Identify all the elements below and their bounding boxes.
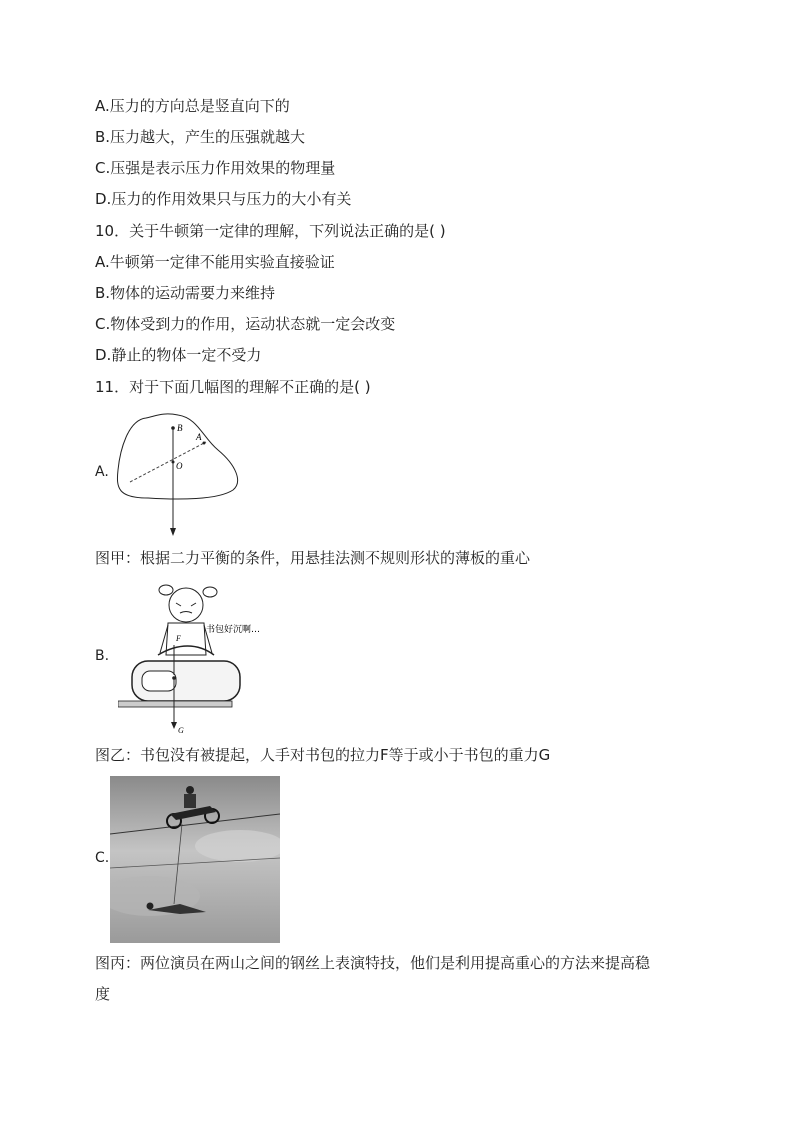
- q10-option-d: D.静止的物体一定不受力: [95, 346, 262, 364]
- q9-option-d: D.压力的作用效果只与压力的大小有关: [95, 190, 352, 208]
- bag-pocket: [142, 671, 176, 691]
- q10-stem: 10．关于牛顿第一定律的理解，下列说法正确的是( ): [95, 222, 446, 240]
- force-g-label: G: [178, 726, 184, 735]
- rider-head: [186, 786, 194, 794]
- q9-option-a: A.压力的方向总是竖直向下的: [95, 97, 290, 115]
- arrow-head-icon: [171, 722, 177, 729]
- ground: [118, 701, 232, 707]
- dashed-line: [130, 442, 206, 482]
- point-b-dot: [171, 426, 175, 430]
- q11-stem: 11．对于下面几幅图的理解不正确的是( ): [95, 378, 371, 396]
- hair-bun-left: [159, 585, 173, 595]
- q9-option-c: C.压强是表示压力作用效果的物理量: [95, 159, 336, 177]
- point-o-label: O: [176, 461, 183, 471]
- point-a-dot: [203, 442, 206, 445]
- q9-option-b: B.压力越大，产生的压强就越大: [95, 128, 306, 146]
- fig-b-caption: 图乙：书包没有被提起，人手对书包的拉力F等于或小于书包的重力G: [95, 746, 551, 764]
- q10-option-a: A.牛顿第一定律不能用实验直接验证: [95, 253, 335, 271]
- q10-option-b: B.物体的运动需要力来维持: [95, 284, 276, 302]
- rider: [184, 794, 196, 808]
- point-b-label: B: [177, 423, 183, 433]
- tightrope-photo: [110, 776, 280, 943]
- fig-c-caption-line2: 度: [95, 985, 111, 1003]
- fig-b-label: B.: [95, 648, 110, 664]
- thin-plate-figure: [108, 410, 248, 540]
- fig-a-caption: 图甲：根据二力平衡的条件，用悬挂法测不规则形状的薄板的重心: [95, 549, 531, 567]
- arrow-head-icon: [170, 528, 176, 536]
- schoolbag-figure: [118, 583, 288, 738]
- hair-bun-right: [203, 587, 217, 597]
- speech-text: 书包好沉啊…: [206, 625, 261, 635]
- fig-a-label: A.: [95, 464, 109, 480]
- point-a-label: A: [196, 432, 202, 442]
- girl-shirt: [166, 623, 206, 655]
- q10-option-c: C.物体受到力的作用，运动状态就一定会改变: [95, 315, 396, 333]
- performer-head: [147, 903, 154, 910]
- fig-c-caption-line1: 图丙：两位演员在两山之间的钢丝上表演特技，他们是利用提高重心的方法来提高稳: [95, 954, 651, 972]
- force-f-label: F: [176, 634, 181, 643]
- point-o-dot: [172, 461, 175, 464]
- girl-head: [169, 588, 203, 622]
- fig-c-label: C.: [95, 850, 110, 866]
